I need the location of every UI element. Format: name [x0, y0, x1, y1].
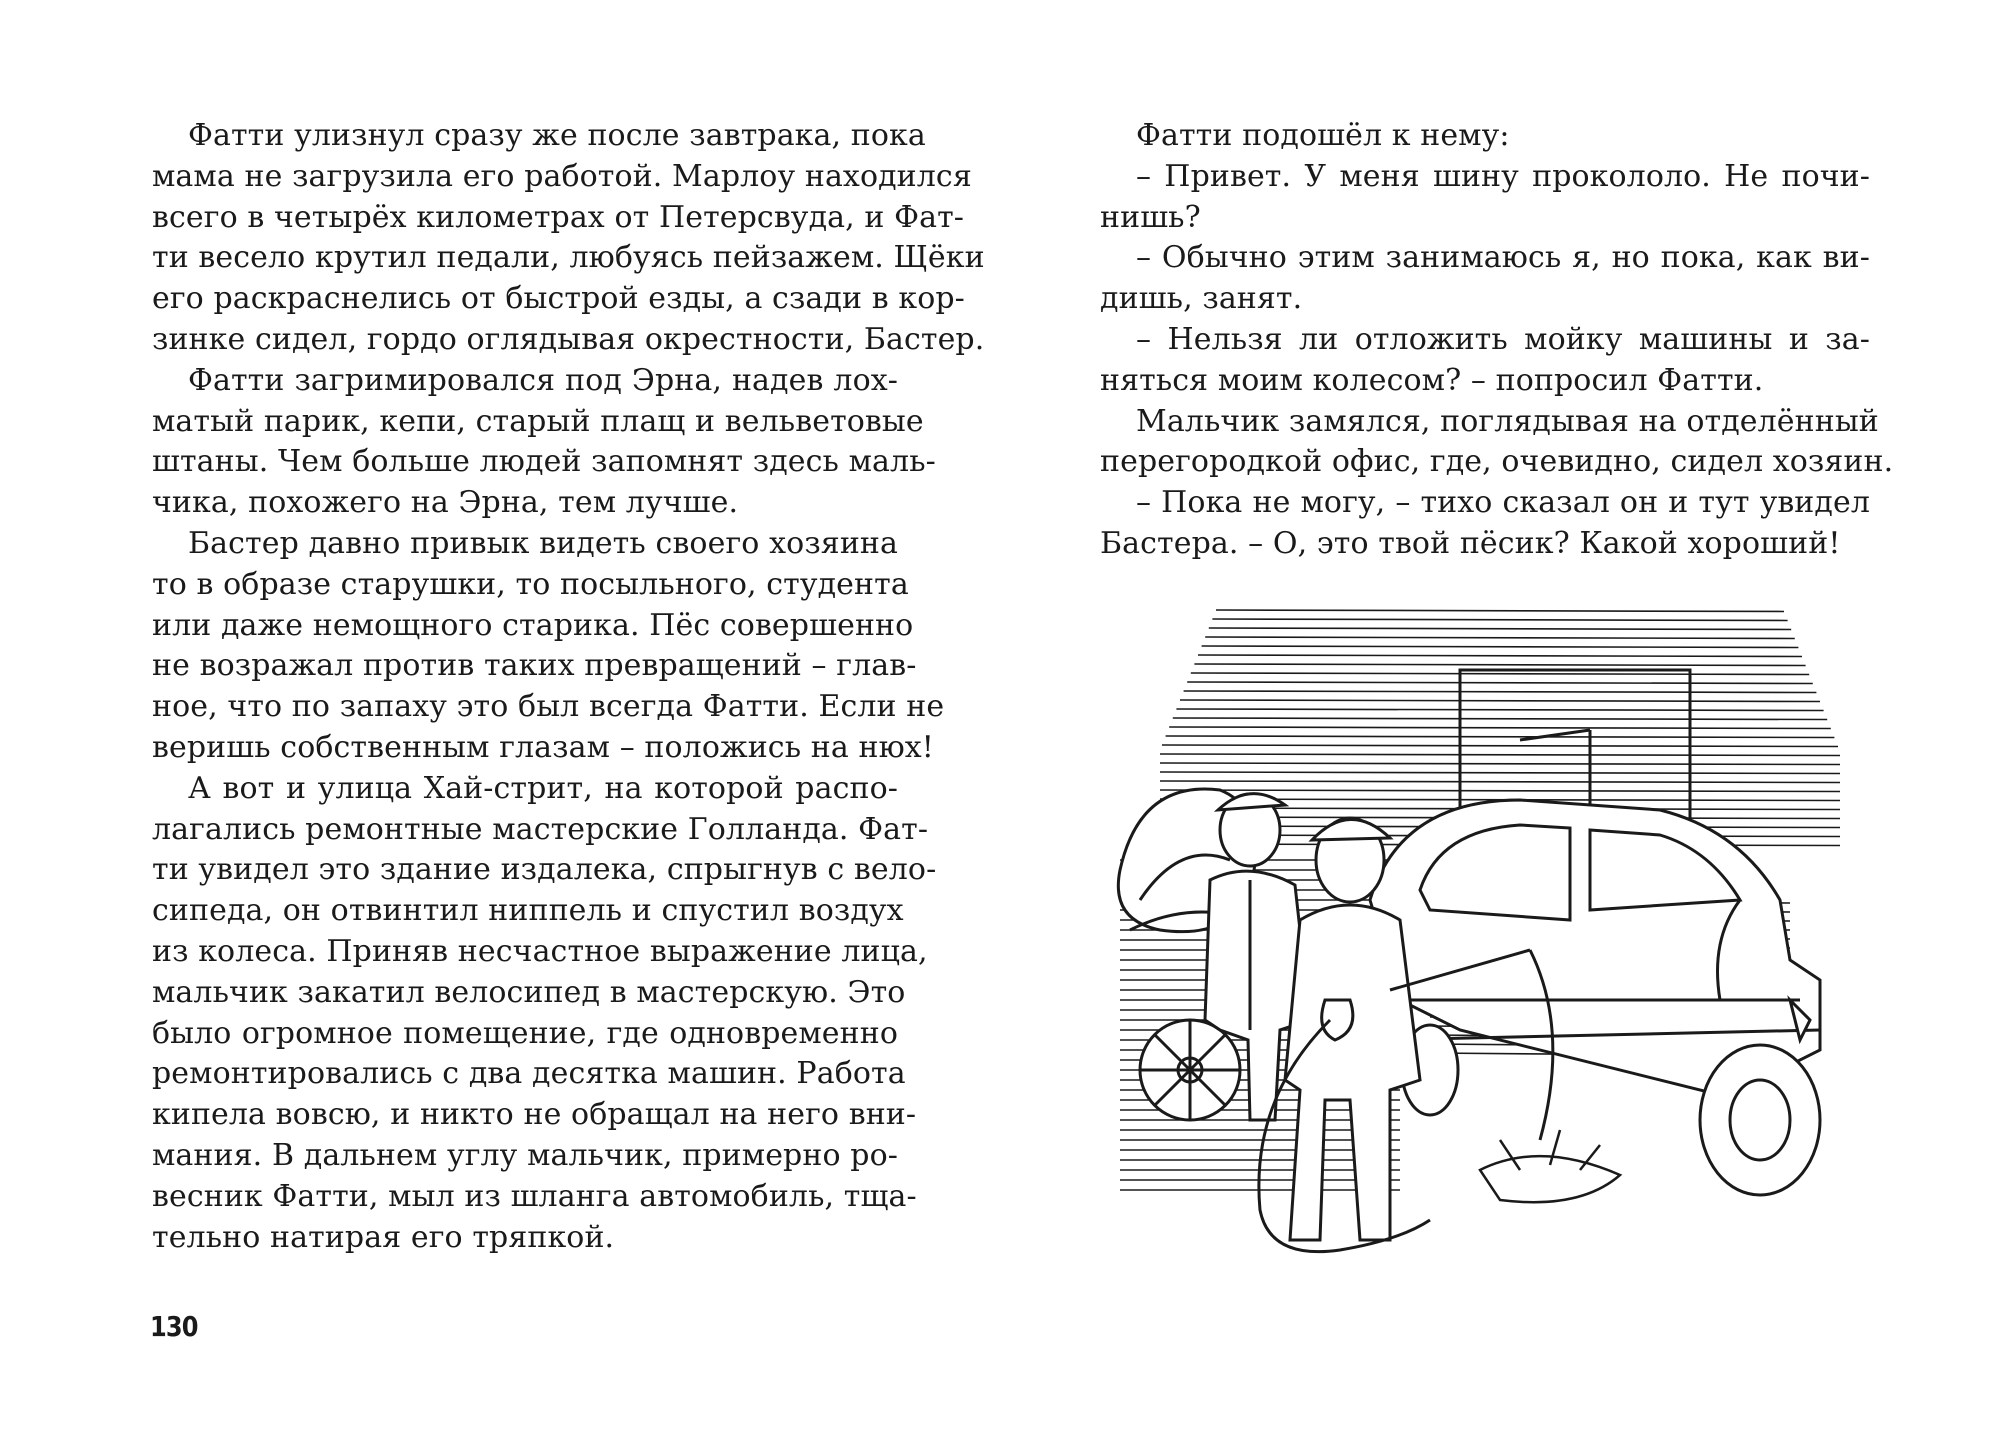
text-line: не возражал против таких превращений – глав- [152, 648, 917, 684]
text-line: Бастера. – О, это твой пёсик? Какой хороший! [1100, 525, 1841, 561]
hatch-line [1176, 709, 1823, 711]
water-splash [1480, 1130, 1620, 1202]
text-line: ное, что по запаху это был всегда Фатти. Если не [152, 689, 945, 725]
text-line: – Привет. У меня шину прокололо. Не почи- [1136, 158, 1870, 194]
text-line: ти весело крутил педали, любуясь пейзажем. Щёки [152, 240, 985, 276]
text-line: матый парик, кепи, старый плащ и вельветовые [152, 403, 924, 439]
hatch-line [1198, 655, 1802, 657]
text-line: нишь? [1100, 199, 1201, 235]
car [1370, 800, 1820, 1195]
hatch-line [1205, 637, 1795, 639]
text-line: его раскраснелись от быстрой езды, а сзади в кор- [152, 281, 965, 317]
text-line: весник Фатти, мыл из шланга автомобиль, тща- [152, 1178, 917, 1214]
text-line: всего в четырёх километрах от Петерсвуда, и Фат- [152, 199, 965, 235]
illustration [1100, 600, 1890, 1276]
text-line: то в образе старушки, то посыльного, студента [152, 566, 909, 602]
text-line: сипеда, он отвинтил ниппель и спустил воздух [152, 893, 904, 929]
text-line: тельно натирая его тряпкой. [152, 1219, 615, 1255]
text-line: штаны. Чем больше людей запомнят здесь маль- [152, 444, 936, 480]
text-line: Фатти подошёл к нему: [1136, 118, 1510, 153]
text-line: веришь собственным глазам – положись на нюх! [152, 729, 934, 765]
hatch-line [1180, 700, 1820, 702]
right-page [1000, 0, 2000, 1434]
right-text-column [1100, 116, 1894, 565]
text-line: – Пока не могу, – тихо сказал он и тут увидел [1136, 485, 1870, 521]
hatch-line [1187, 682, 1813, 684]
hatch-line [1166, 736, 1835, 738]
text-line: мальчик закатил велосипед в мастерскую. Это [152, 974, 906, 1010]
text-line: Фатти улизнул сразу же после завтрака, пока [188, 118, 926, 153]
text-line: мания. В дальнем углу мальчик, примерно ро- [152, 1137, 898, 1173]
illustration-drawing [1100, 600, 1890, 1276]
page-number: 130 [150, 1310, 198, 1343]
old-car-wheel [1140, 1020, 1240, 1120]
hatch-line [1160, 754, 1840, 756]
hatch-line [1194, 664, 1805, 666]
text-line: Бастер давно привык видеть своего хозяина [188, 525, 898, 561]
hatch-line [1173, 718, 1827, 720]
text-line: чика, похожего на Эрна, тем лучше. [152, 485, 739, 521]
text-line: перегородкой офис, где, очевидно, сидел хозяин. [1100, 444, 1894, 480]
hatch-line [1160, 763, 1840, 765]
hatch-line [1209, 628, 1791, 630]
left-text-column [152, 116, 985, 1258]
hatch-line [1212, 619, 1787, 621]
text-line: няться моим колесом? – попросил Фатти. [1100, 362, 1764, 398]
text-line: кипела вовсю, и никто не обращал на него вни- [152, 1097, 917, 1133]
hatch-line [1169, 727, 1831, 729]
text-line: из колеса. Приняв несчастное выражение лица, [152, 933, 928, 969]
hatch-line [1162, 745, 1838, 747]
hatch-line [1160, 790, 1840, 792]
text-line: Фатти загримировался под Эрна, надев лох- [188, 362, 898, 398]
text-line: лагались ремонтные мастерские Голланда. Фат- [152, 811, 929, 847]
hatch-line [1160, 781, 1840, 783]
hatch-line [1160, 772, 1840, 774]
text-line: ремонтировались с два десятка машин. Работа [152, 1056, 906, 1092]
text-line: – Нельзя ли отложить мойку машины и за- [1136, 321, 1870, 357]
text-line: мама не загрузила его работой. Марлоу находился [152, 158, 972, 194]
hatch-line [1202, 646, 1799, 648]
text-line: дишь, занят. [1100, 281, 1303, 317]
hatch-line [1191, 673, 1809, 675]
hatch-line [1216, 610, 1784, 612]
text-line: А вот и улица Хай-стрит, на которой распо- [188, 770, 898, 806]
hatch-line [1184, 691, 1817, 693]
text-line: было огромное помещение, где одновременно [152, 1015, 898, 1051]
text-line: ти увидел это здание издалека, спрыгнув с вело- [152, 852, 937, 888]
text-line: зинке сидел, гордо оглядывая окрестности, Бастер. [152, 321, 985, 357]
text-line: или даже немощного старика. Пёс совершенно [152, 607, 914, 643]
text-line: Мальчик замялся, поглядывая на отделённый [1136, 403, 1879, 439]
text-line: – Обычно этим занимаюсь я, но пока, как ви- [1136, 240, 1870, 276]
